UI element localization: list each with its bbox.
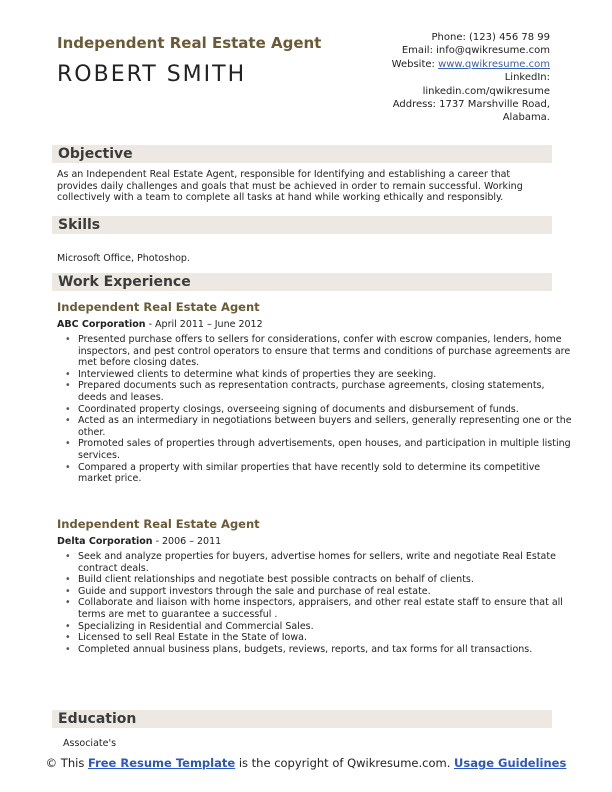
objective-text: As an Independent Real Estate Agent, responsible for Identifying and establishing a career that provides daily challenges and goals that must be achieved in order to remain successful. Working collectively with a team to complete all tasks at hand while working ethically and responsibly. <box>57 169 523 204</box>
job-company: Delta Corporation <box>57 536 153 547</box>
free-resume-template-link[interactable]: Free Resume Template <box>87 756 236 770</box>
website-label: Website: <box>391 58 439 70</box>
work-title: Work Experience <box>58 274 191 290</box>
job-title: Independent Real Estate Agent <box>57 34 322 52</box>
list-item: • Collaborate and liaison with home inspectors, appraisers, and other real estate staff to ensure that all terms are met to guarantee a successful . <box>78 597 573 620</box>
job-company: ABC Corporation <box>57 319 146 330</box>
list-item: • Specializing in Residential and Commercial Sales. <box>78 621 573 633</box>
linkedin-label: LinkedIn: <box>504 72 550 84</box>
job-bullets <box>57 551 573 655</box>
job-dates: - April 2011 – June 2012 <box>145 319 263 330</box>
list-item: • Coordinated property closings, overseeing signing of documents and disbursement of funds. <box>78 404 573 416</box>
list-item: • Promoted sales of properties through advertisements, open houses, and participation in multiple listing services. <box>78 438 573 461</box>
list-item: • Presented purchase offers to sellers for considerations, confer with escrow companies, lenders, home inspectors, and pest control operators to ensure that terms and conditions of purchase agreements are met before closing dates. <box>78 334 573 369</box>
job-bullets <box>57 334 573 485</box>
job-role: Independent Real Estate Agent <box>57 300 260 314</box>
list-item: • Completed annual business plans, budgets, reviews, reports, and tax forms for all transactions. <box>78 644 573 656</box>
linkedin-value: linkedin.com/qwikresume <box>422 85 550 97</box>
job-role: Independent Real Estate Agent <box>57 517 260 531</box>
website-link[interactable]: www.qwikresume.com <box>438 58 550 70</box>
education-header <box>52 710 552 728</box>
website <box>392 58 550 71</box>
education-text: Associate's <box>63 738 117 749</box>
skills-header <box>52 216 552 234</box>
objective-title: Objective <box>58 146 133 162</box>
footer-prefix: © This <box>45 756 88 770</box>
contact-block <box>392 31 550 125</box>
job-company-line <box>57 319 263 330</box>
job-dates: - 2006 – 2011 <box>152 536 222 547</box>
list-item: • Licensed to sell Real Estate in the State of Iowa. <box>78 632 573 644</box>
list-item: • Seek and analyze properties for buyers, advertise homes for sellers, write and negotiate Real Estate contract deals. <box>78 551 573 574</box>
objective-header <box>52 145 552 163</box>
footer <box>0 756 612 770</box>
list-item: • Prepared documents such as representation contracts, purchase agreements, closing statements, deeds and leases. <box>78 380 573 403</box>
person-name: ROBERT SMITH <box>57 62 247 87</box>
skills-text: Microsoft Office, Photoshop. <box>57 253 190 264</box>
skills-title: Skills <box>58 217 101 233</box>
email: Email: info@qwikresume.com <box>401 45 550 57</box>
list-item: • Build client relationships and negotiate best possible contracts on behalf of clients. <box>78 574 573 586</box>
usage-guidelines-link[interactable]: Usage Guidelines <box>454 756 567 770</box>
list-item: • Interviewed clients to determine what kinds of properties they are seeking. <box>78 369 573 381</box>
address-line2: Alabama. <box>502 112 550 124</box>
job-company-line <box>57 536 221 547</box>
list-item: • Acted as an intermediary in negotiations between buyers and sellers, generally representing one or the other. <box>78 415 573 438</box>
list-item: • Guide and support investors through the sale and purchase of real estate. <box>78 586 573 598</box>
footer-middle: is the copyright of Qwikresume.com. <box>235 756 455 770</box>
phone: Phone: (123) 456 78 99 <box>431 32 550 43</box>
work-header <box>52 273 552 291</box>
education-title: Education <box>58 711 137 727</box>
address-line1: Address: 1737 Marshville Road, <box>392 99 550 111</box>
list-item: • Compared a property with similar properties that have recently sold to determine its competitive market price. <box>78 462 573 485</box>
